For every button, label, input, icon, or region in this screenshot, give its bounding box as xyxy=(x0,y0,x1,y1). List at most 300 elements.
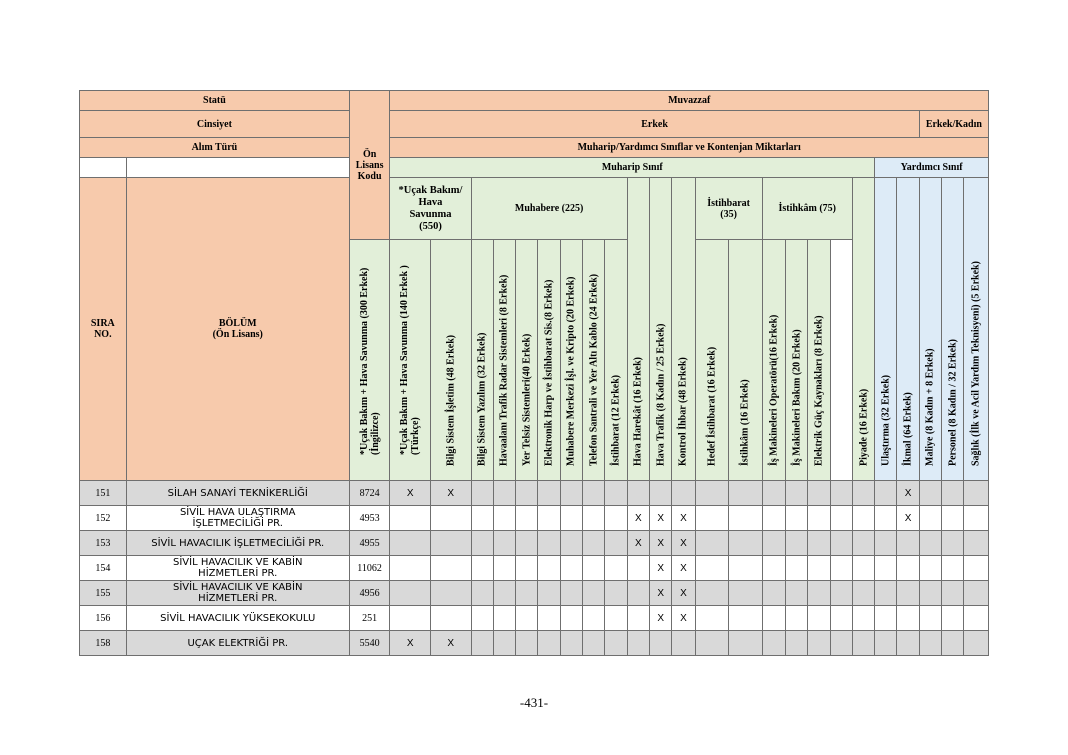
program-code: 11062 xyxy=(349,556,390,581)
blank-cell xyxy=(126,158,349,178)
quota-mark: X xyxy=(627,506,649,531)
column-header-label xyxy=(706,347,717,466)
col-header xyxy=(493,240,515,481)
quota-mark xyxy=(919,581,941,606)
quota-mark xyxy=(695,631,728,656)
quota-mark: X xyxy=(430,631,471,656)
column-header-label xyxy=(947,339,958,466)
bolum-line2: (Ön Lisans) xyxy=(212,329,263,340)
quota-mark xyxy=(897,581,919,606)
column-header-label xyxy=(633,357,644,466)
quota-mark xyxy=(560,556,582,581)
quota-mark xyxy=(627,556,649,581)
quota-mark xyxy=(583,506,605,531)
group-ucak-line2: Hava xyxy=(418,196,443,208)
quota-mark xyxy=(830,581,852,606)
quota-mark xyxy=(942,506,964,531)
sira-no-line2: NO. xyxy=(94,329,112,340)
quota-mark xyxy=(830,481,852,506)
quota-mark xyxy=(729,581,762,606)
quota-mark: X xyxy=(672,531,695,556)
department-name xyxy=(126,556,349,581)
quota-mark xyxy=(852,606,874,631)
quota-mark: X xyxy=(650,556,672,581)
quota-mark xyxy=(605,481,627,506)
group-ucak-line4: (550) xyxy=(419,220,442,232)
quota-mark xyxy=(964,506,989,531)
column-header-text: İş Makineleri Bakım (20 Erkek) xyxy=(791,329,803,466)
quota-mark xyxy=(919,481,941,506)
department-name-line1: SİVİL HAVA ULAŞTIRMA xyxy=(179,507,296,518)
column-header-text: Hedef İstihbarat (16 Erkek) xyxy=(706,346,718,466)
quota-mark xyxy=(605,531,627,556)
department-name-line1: SİVİL HAVACILIK VE KABİN xyxy=(173,557,303,568)
col-header xyxy=(471,240,493,481)
quota-mark xyxy=(583,531,605,556)
quota-mark xyxy=(897,631,919,656)
program-code: 4956 xyxy=(349,581,390,606)
quota-mark xyxy=(390,556,431,581)
row-number: 153 xyxy=(80,531,127,556)
group-ucak-line1: *Uçak Bakım/ xyxy=(398,184,463,196)
column-header-label xyxy=(678,357,689,466)
col-header xyxy=(349,240,390,481)
quota-mark xyxy=(390,581,431,606)
row-number: 154 xyxy=(80,556,127,581)
quota-mark xyxy=(390,531,431,556)
column-header-text: Havaalanı Trafik Radar Sistemleri (8 Erkek) xyxy=(498,274,510,466)
col-header xyxy=(390,240,431,481)
erkek-label: Erkek xyxy=(390,111,919,138)
bolum-header xyxy=(126,178,349,481)
quota-mark xyxy=(897,556,919,581)
department-name-line1: SİVİL HAVACILIK VE KABİN xyxy=(173,582,303,593)
quota-mark xyxy=(560,506,582,531)
quota-mark xyxy=(808,606,830,631)
quota-mark xyxy=(695,506,728,531)
department-name-line2: HİZMETLERİ PR. xyxy=(198,593,278,604)
quota-mark xyxy=(964,606,989,631)
quota-mark xyxy=(852,481,874,506)
quota-mark xyxy=(964,556,989,581)
column-header-label xyxy=(903,392,914,466)
quota-mark xyxy=(430,531,471,556)
classes-label: Muharip/Yardımcı Sınıflar ve Kontenjan Miktarları xyxy=(390,138,989,158)
quota-mark xyxy=(560,606,582,631)
quota-mark xyxy=(605,556,627,581)
quota-mark xyxy=(852,556,874,581)
code-header-line3: Kodu xyxy=(357,170,382,182)
quota-mark xyxy=(560,631,582,656)
quota-mark xyxy=(672,481,695,506)
quota-mark xyxy=(583,606,605,631)
quota-mark: X xyxy=(390,631,431,656)
group-ucak-bakim xyxy=(390,178,471,240)
row-number: 155 xyxy=(80,581,127,606)
column-header-label xyxy=(813,315,824,466)
quota-mark xyxy=(964,531,989,556)
quota-mark xyxy=(583,581,605,606)
quota-mark xyxy=(471,481,493,506)
statu-label: Statü xyxy=(80,91,350,111)
quota-mark xyxy=(964,481,989,506)
col-header xyxy=(430,240,471,481)
quota-mark xyxy=(919,631,941,656)
column-header-label xyxy=(740,379,751,466)
quota-mark xyxy=(471,506,493,531)
quota-mark xyxy=(942,581,964,606)
quota-mark xyxy=(471,531,493,556)
quota-mark xyxy=(729,506,762,531)
column-header-label xyxy=(611,375,622,466)
quota-mark: X xyxy=(897,481,919,506)
quota-mark xyxy=(785,531,807,556)
column-header-subtext: (İngilizce) xyxy=(369,412,381,455)
quota-mark xyxy=(430,606,471,631)
department-name xyxy=(126,481,349,506)
quota-mark xyxy=(875,581,897,606)
quota-mark xyxy=(516,531,538,556)
muvazzaf-label: Muvazzaf xyxy=(390,91,989,111)
quota-mark xyxy=(695,481,728,506)
quota-mark xyxy=(471,581,493,606)
quota-mark xyxy=(430,556,471,581)
quota-mark xyxy=(808,506,830,531)
col-header xyxy=(538,240,560,481)
quota-mark xyxy=(583,481,605,506)
quota-mark xyxy=(785,606,807,631)
department-name xyxy=(126,631,349,656)
column-header-text: Piyade (16 Erkek) xyxy=(858,388,870,466)
column-header-label xyxy=(655,324,666,466)
column-header-label xyxy=(971,261,982,466)
column-header-label xyxy=(544,280,555,467)
quota-mark xyxy=(830,531,852,556)
col-header xyxy=(942,178,964,481)
quota-mark xyxy=(875,506,897,531)
quota-mark xyxy=(605,606,627,631)
col-header xyxy=(695,240,728,481)
yardimci-sinif-label: Yardımcı Sınıf xyxy=(875,158,989,178)
quota-mark xyxy=(785,556,807,581)
column-header-text: Yer Telsiz Sistemleri(40 Erkek) xyxy=(521,333,533,466)
column-header-text: *Uçak Bakım + Hava Savunma (140 Erkek ) xyxy=(399,265,411,455)
quota-mark xyxy=(538,581,560,606)
department-name xyxy=(126,506,349,531)
quota-mark xyxy=(650,631,672,656)
quota-mark xyxy=(627,581,649,606)
col-header xyxy=(875,178,897,481)
quota-mark xyxy=(762,506,785,531)
department-name-line1: SİVİL HAVACILIK İŞLETMECİLİĞİ PR. xyxy=(151,537,325,549)
column-header-label xyxy=(359,268,381,455)
quota-mark xyxy=(538,631,560,656)
quota-mark: X xyxy=(672,556,695,581)
quota-mark xyxy=(695,581,728,606)
column-header-label xyxy=(588,274,599,466)
column-header-text: Kontrol İhbar (48 Erkek) xyxy=(677,357,689,466)
quota-mark xyxy=(762,531,785,556)
quota-mark xyxy=(875,556,897,581)
group-istihbarat xyxy=(695,178,762,240)
department-name xyxy=(126,606,349,631)
alim-turu-label: Alım Türü xyxy=(80,138,350,158)
column-header-text: Sağlık (İlk ve Acil Yardım Teknisyeni) (5 Erkek) xyxy=(970,261,982,466)
quota-mark xyxy=(695,606,728,631)
column-header-label xyxy=(499,275,510,466)
quota-mark xyxy=(516,606,538,631)
quota-mark: X xyxy=(650,506,672,531)
quota-mark xyxy=(729,631,762,656)
quota-mark xyxy=(560,481,582,506)
code-header-line2: Lisans xyxy=(355,159,384,171)
column-header-text: İş Makineleri Operatörü(16 Erkek) xyxy=(768,314,780,466)
quota-mark xyxy=(390,506,431,531)
col-header xyxy=(762,240,785,481)
group-istihbarat-line2: (35) xyxy=(720,208,737,220)
page-number: -431- xyxy=(519,695,549,710)
quota-mark xyxy=(583,631,605,656)
quota-mark xyxy=(493,481,515,506)
quota-mark xyxy=(516,581,538,606)
column-header-label xyxy=(925,348,936,466)
group-istihbarat-line1: İstihbarat xyxy=(707,197,751,209)
quota-mark xyxy=(729,481,762,506)
department-name-line2: İŞLETMECİLİĞİ PR. xyxy=(192,518,283,529)
quota-mark xyxy=(729,606,762,631)
quota-mark xyxy=(650,481,672,506)
column-header-label xyxy=(566,276,577,466)
col-header xyxy=(919,178,941,481)
quota-mark xyxy=(493,581,515,606)
quota-mark xyxy=(762,581,785,606)
department-name-line2: HİZMETLERİ PR. xyxy=(198,568,278,579)
quota-mark xyxy=(964,581,989,606)
column-header-text: İstihbarat (12 Erkek) xyxy=(610,374,622,466)
quota-mark xyxy=(785,506,807,531)
blank-cell xyxy=(80,158,127,178)
quota-mark: X xyxy=(650,531,672,556)
program-code: 4953 xyxy=(349,506,390,531)
row-number: 152 xyxy=(80,506,127,531)
quota-mark xyxy=(627,631,649,656)
quota-mark xyxy=(627,606,649,631)
quota-mark xyxy=(852,631,874,656)
quota-mark: X xyxy=(672,506,695,531)
col-header xyxy=(516,240,538,481)
quota-mark xyxy=(493,506,515,531)
quota-mark xyxy=(695,531,728,556)
quota-mark xyxy=(808,631,830,656)
quota-mark xyxy=(852,581,874,606)
col-header xyxy=(852,178,874,481)
quota-mark xyxy=(830,606,852,631)
quota-mark xyxy=(942,481,964,506)
department-name-line1: UÇAK ELEKTRİĞİ PR. xyxy=(187,637,289,649)
col-header xyxy=(964,178,989,481)
table-row xyxy=(80,481,989,506)
column-header-label xyxy=(477,332,488,466)
column-header-label xyxy=(858,389,869,466)
column-header-text: *Uçak Bakım + Hava Savunma (300 Erkek) xyxy=(358,267,370,455)
quota-mark xyxy=(430,506,471,531)
row-number: 151 xyxy=(80,481,127,506)
quota-mark xyxy=(538,506,560,531)
quota-mark xyxy=(390,606,431,631)
quota-mark xyxy=(516,506,538,531)
column-header-label xyxy=(445,335,456,466)
col-header xyxy=(583,240,605,481)
quota-mark xyxy=(516,631,538,656)
quota-mark: X xyxy=(672,606,695,631)
quota-table xyxy=(79,90,989,656)
quota-mark xyxy=(762,481,785,506)
quota-mark xyxy=(471,631,493,656)
quota-mark xyxy=(808,556,830,581)
column-header-text: Elektronik Harp ve İstihbarat Sis.(8 Erkek) xyxy=(543,279,555,466)
quota-mark xyxy=(516,556,538,581)
col-header xyxy=(785,240,807,481)
program-code: 8724 xyxy=(349,481,390,506)
quota-mark xyxy=(493,631,515,656)
quota-mark xyxy=(538,556,560,581)
col-header xyxy=(729,240,762,481)
department-name xyxy=(126,581,349,606)
department-name xyxy=(126,531,349,556)
column-header-text: Ulaştırma (32 Erkek) xyxy=(880,374,892,466)
column-header-text: Hava Trafik (8 Kadın / 25 Erkek) xyxy=(655,323,667,466)
quota-mark xyxy=(875,481,897,506)
column-header-label xyxy=(399,265,421,455)
quota-mark xyxy=(875,531,897,556)
quota-mark: X xyxy=(650,606,672,631)
erkek-kadin-label: Erkek/Kadın xyxy=(919,111,988,138)
quota-mark xyxy=(493,531,515,556)
column-header-label xyxy=(880,375,891,466)
quota-mark xyxy=(919,606,941,631)
cinsiyet-label: Cinsiyet xyxy=(80,111,350,138)
column-header-text: Telefon Santrali ve Yer Altı Kablo (24 Erkek) xyxy=(588,273,600,466)
quota-mark xyxy=(762,556,785,581)
quota-mark: X xyxy=(430,481,471,506)
quota-mark xyxy=(762,606,785,631)
column-header-label xyxy=(521,334,532,466)
quota-mark xyxy=(605,506,627,531)
column-header-text: Bilgi Sistem İşletim (48 Erkek) xyxy=(445,334,457,466)
col-header xyxy=(627,178,649,481)
table-row xyxy=(80,556,989,581)
quota-mark xyxy=(875,606,897,631)
quota-mark xyxy=(942,606,964,631)
quota-mark xyxy=(785,581,807,606)
code-header xyxy=(349,91,390,240)
quota-mark xyxy=(852,531,874,556)
quota-mark xyxy=(830,506,852,531)
quota-mark xyxy=(785,631,807,656)
quota-mark xyxy=(672,631,695,656)
department-name-line1: SİVİL HAVACILIK YÜKSEKOKULU xyxy=(160,612,316,624)
quota-mark xyxy=(627,481,649,506)
table-row xyxy=(80,531,989,556)
column-header-label xyxy=(768,315,779,466)
sira-no-line1: SIRA xyxy=(90,318,115,329)
program-code: 251 xyxy=(349,606,390,631)
quota-mark xyxy=(830,631,852,656)
quota-mark xyxy=(808,531,830,556)
quota-mark xyxy=(538,606,560,631)
sira-no-header xyxy=(80,178,127,481)
quota-mark xyxy=(897,606,919,631)
quota-mark xyxy=(942,531,964,556)
table-row xyxy=(80,631,989,656)
quota-mark xyxy=(583,556,605,581)
group-muhabere: Muhabere (225) xyxy=(471,178,627,240)
quota-mark xyxy=(516,481,538,506)
quota-mark xyxy=(830,556,852,581)
quota-mark: X xyxy=(897,506,919,531)
column-header-text: Elektrik Güç Kaynakları (8 Erkek) xyxy=(813,315,825,466)
quota-mark: X xyxy=(627,531,649,556)
group-ucak-line3: Savunma xyxy=(409,208,452,220)
quota-mark xyxy=(875,631,897,656)
quota-mark xyxy=(605,581,627,606)
quota-mark xyxy=(942,631,964,656)
quota-mark xyxy=(493,556,515,581)
quota-mark xyxy=(471,556,493,581)
quota-mark xyxy=(729,556,762,581)
quota-mark xyxy=(808,481,830,506)
table-row xyxy=(80,506,989,531)
row-number: 156 xyxy=(80,606,127,631)
bolum-line1: BÖLÜM xyxy=(218,318,257,329)
quota-mark xyxy=(605,631,627,656)
group-istihkam: İstihkâm (75) xyxy=(762,178,852,240)
quota-mark: X xyxy=(390,481,431,506)
quota-mark xyxy=(919,556,941,581)
quota-mark xyxy=(785,481,807,506)
quota-mark xyxy=(942,556,964,581)
column-header-text: İstihkâm (16 Erkek) xyxy=(739,379,751,466)
column-header-text: Personel (8 Kadın / 32 Erkek) xyxy=(947,339,959,466)
quota-mark xyxy=(560,581,582,606)
program-code: 4955 xyxy=(349,531,390,556)
quota-mark xyxy=(538,531,560,556)
muharip-sinif-label: Muharip Sınıf xyxy=(390,158,875,178)
column-header-text: Hava Harekât (16 Erkek) xyxy=(632,357,644,466)
quota-mark xyxy=(493,606,515,631)
quota-mark xyxy=(538,481,560,506)
quota-mark xyxy=(560,531,582,556)
col-header xyxy=(808,240,830,481)
department-name-line1: SİLAH SANAYİ TEKNİKERLİĞİ xyxy=(167,487,308,499)
column-header-text: İkmal (64 Erkek) xyxy=(902,392,914,466)
column-header-text: Maliye (8 Kadın + 8 Erkek) xyxy=(924,348,936,466)
quota-mark xyxy=(471,606,493,631)
column-header-text: Bilgi Sistem Yazılım (32 Erkek) xyxy=(476,332,488,466)
code-header-line1: Ön xyxy=(362,148,377,160)
row-number: 158 xyxy=(80,631,127,656)
quota-mark xyxy=(897,531,919,556)
column-header-text: Muhabere Merkezi İşl. ve Kripto (20 Erkek) xyxy=(565,276,577,466)
quota-mark xyxy=(695,556,728,581)
program-code: 5540 xyxy=(349,631,390,656)
table-row xyxy=(80,606,989,631)
col-header xyxy=(650,178,672,481)
col-header xyxy=(605,240,627,481)
quota-mark xyxy=(919,531,941,556)
col-header xyxy=(897,178,919,481)
quota-mark xyxy=(729,531,762,556)
